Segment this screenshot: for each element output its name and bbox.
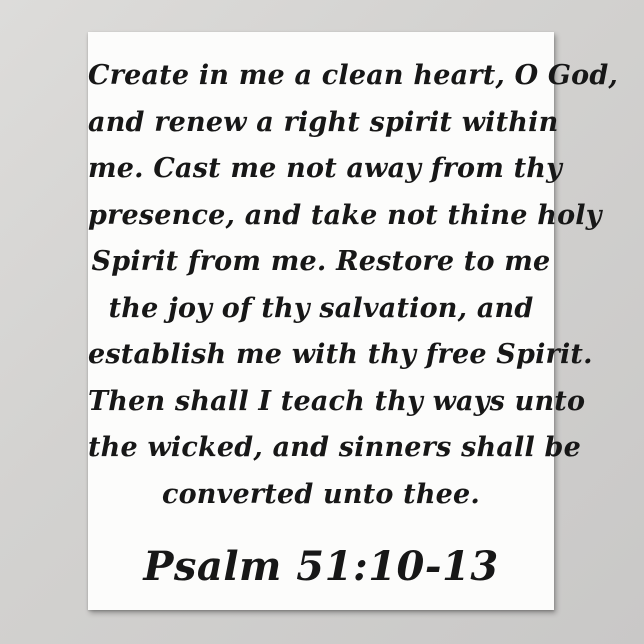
verse-reference: Psalm 51:10-13: [143, 543, 499, 590]
verse-line: establish me with thy free Spirit.: [88, 339, 593, 370]
verse-line: me. Cast me not away from thy: [88, 153, 562, 184]
verse-line: presence, and take not thine holy: [88, 199, 602, 231]
verse-text: [88, 53, 619, 518]
verse-line: Then shall I teach thy ways unto: [88, 385, 586, 417]
verse-line: the joy of thy salvation, and: [108, 292, 534, 324]
verse-line: converted unto thee.: [161, 478, 481, 510]
poster: [88, 32, 619, 610]
verse-line: Create in me a clean heart, O God,: [88, 60, 619, 91]
verse-line: Spirit from me. Restore to me: [91, 246, 551, 277]
verse-line: the wicked, and sinners shall be: [88, 432, 582, 463]
verse-line: and renew a right spirit within: [88, 106, 559, 138]
